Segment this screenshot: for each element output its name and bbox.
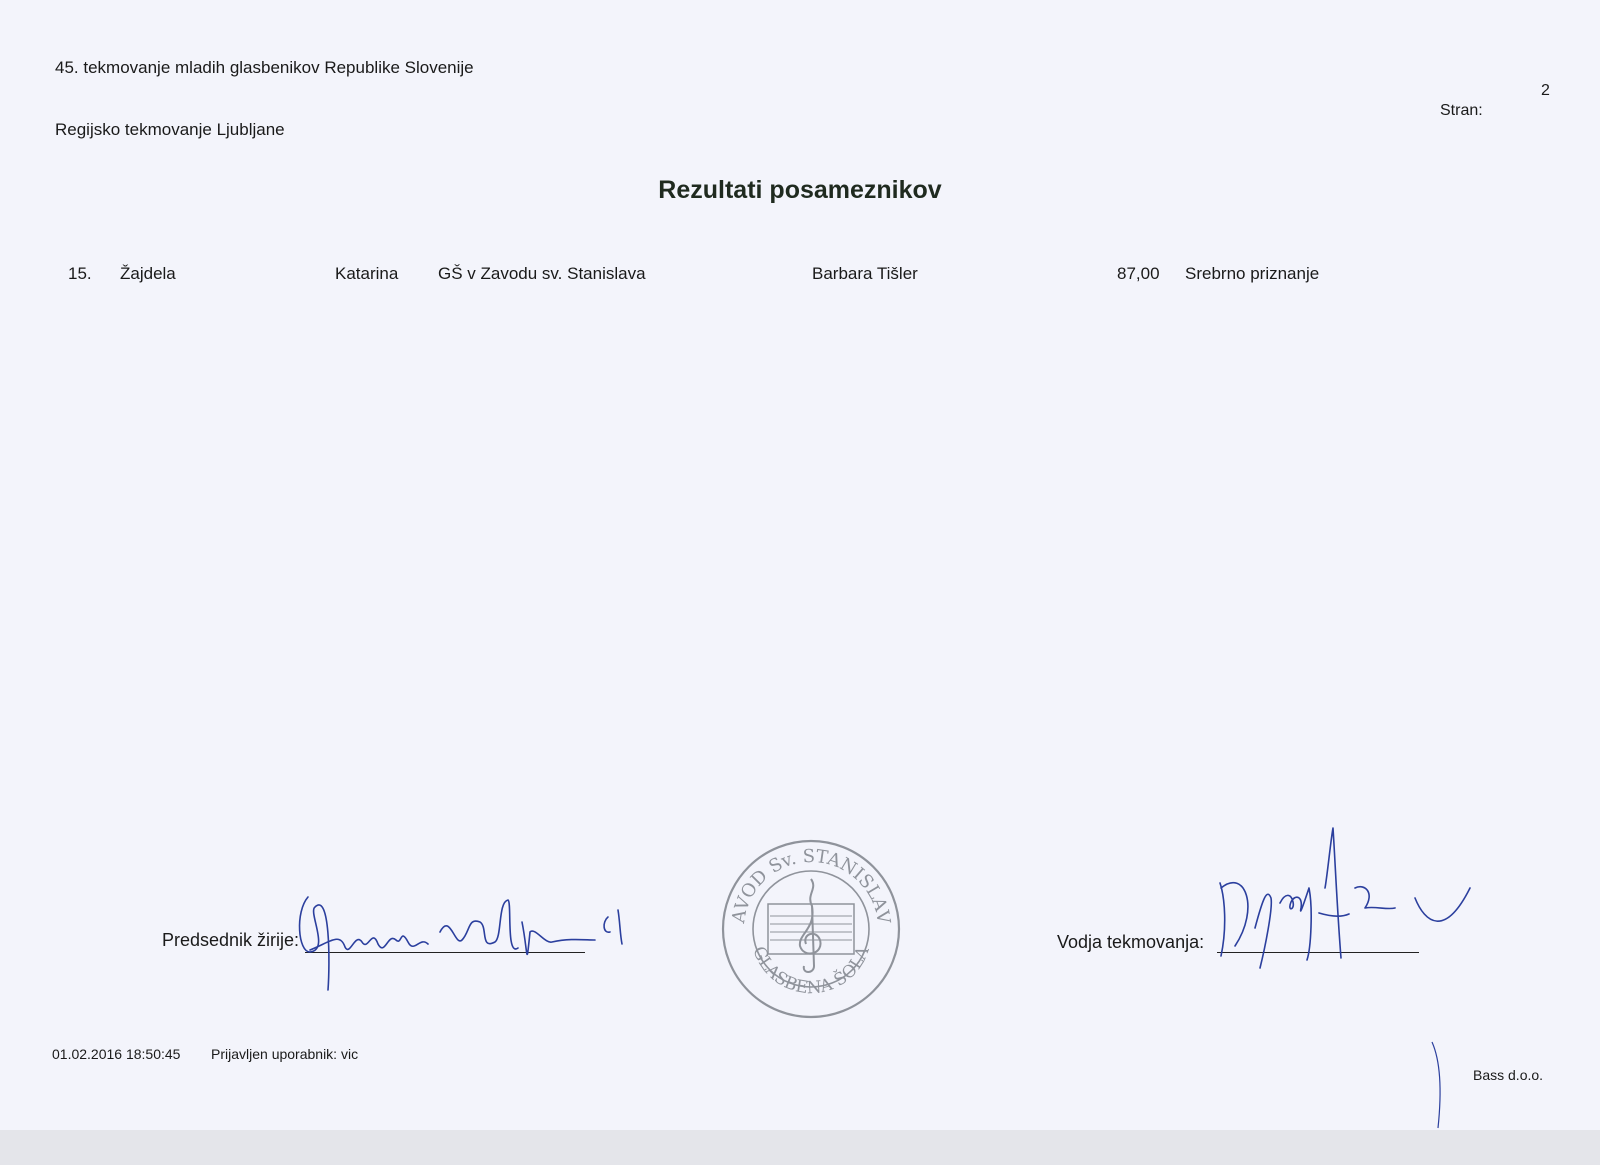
- footer-user: Prijavljen uporabnik: vic: [211, 1046, 359, 1062]
- page-label: Stran:: [1440, 102, 1483, 119]
- page-title: Rezultati posameznikov: [658, 176, 942, 204]
- result-row: [0, 264, 1600, 288]
- jury-signature: [290, 872, 630, 1002]
- jury-president-label: Predsednik žirije:: [162, 930, 300, 950]
- stamp-bottom-text: GLASBENA ŠOLA: [748, 943, 874, 999]
- footer-company: Bass d.o.o.: [1473, 1067, 1544, 1083]
- competition-title: 45. tekmovanje mladih glasbenikov Republike Slovenije: [55, 58, 474, 77]
- footer-datetime: 01.02.2016 18:50:45: [52, 1046, 181, 1062]
- page-number: 2: [1541, 82, 1550, 99]
- result-mentor: Barbara Tišler: [812, 264, 918, 283]
- pen-stroke-mark: [1430, 1040, 1450, 1130]
- result-score: 87,00: [1117, 264, 1160, 283]
- stamp-top-text: +ZAVOD Sv. STANISLAVA+: [708, 818, 894, 925]
- leader-signature: [1215, 828, 1495, 998]
- school-stamp: [708, 818, 906, 1024]
- result-name: Katarina: [335, 264, 399, 283]
- region-title: Regijsko tekmovanje Ljubljane: [55, 120, 285, 139]
- scan-border: [0, 1130, 1600, 1165]
- result-surname: Žajdela: [120, 264, 176, 283]
- result-rank: 15.: [68, 264, 92, 283]
- result-school: GŠ v Zavodu sv. Stanislava: [438, 264, 646, 283]
- result-award: Srebrno priznanje: [1185, 264, 1320, 283]
- competition-leader-label: Vodja tekmovanja:: [1057, 932, 1205, 952]
